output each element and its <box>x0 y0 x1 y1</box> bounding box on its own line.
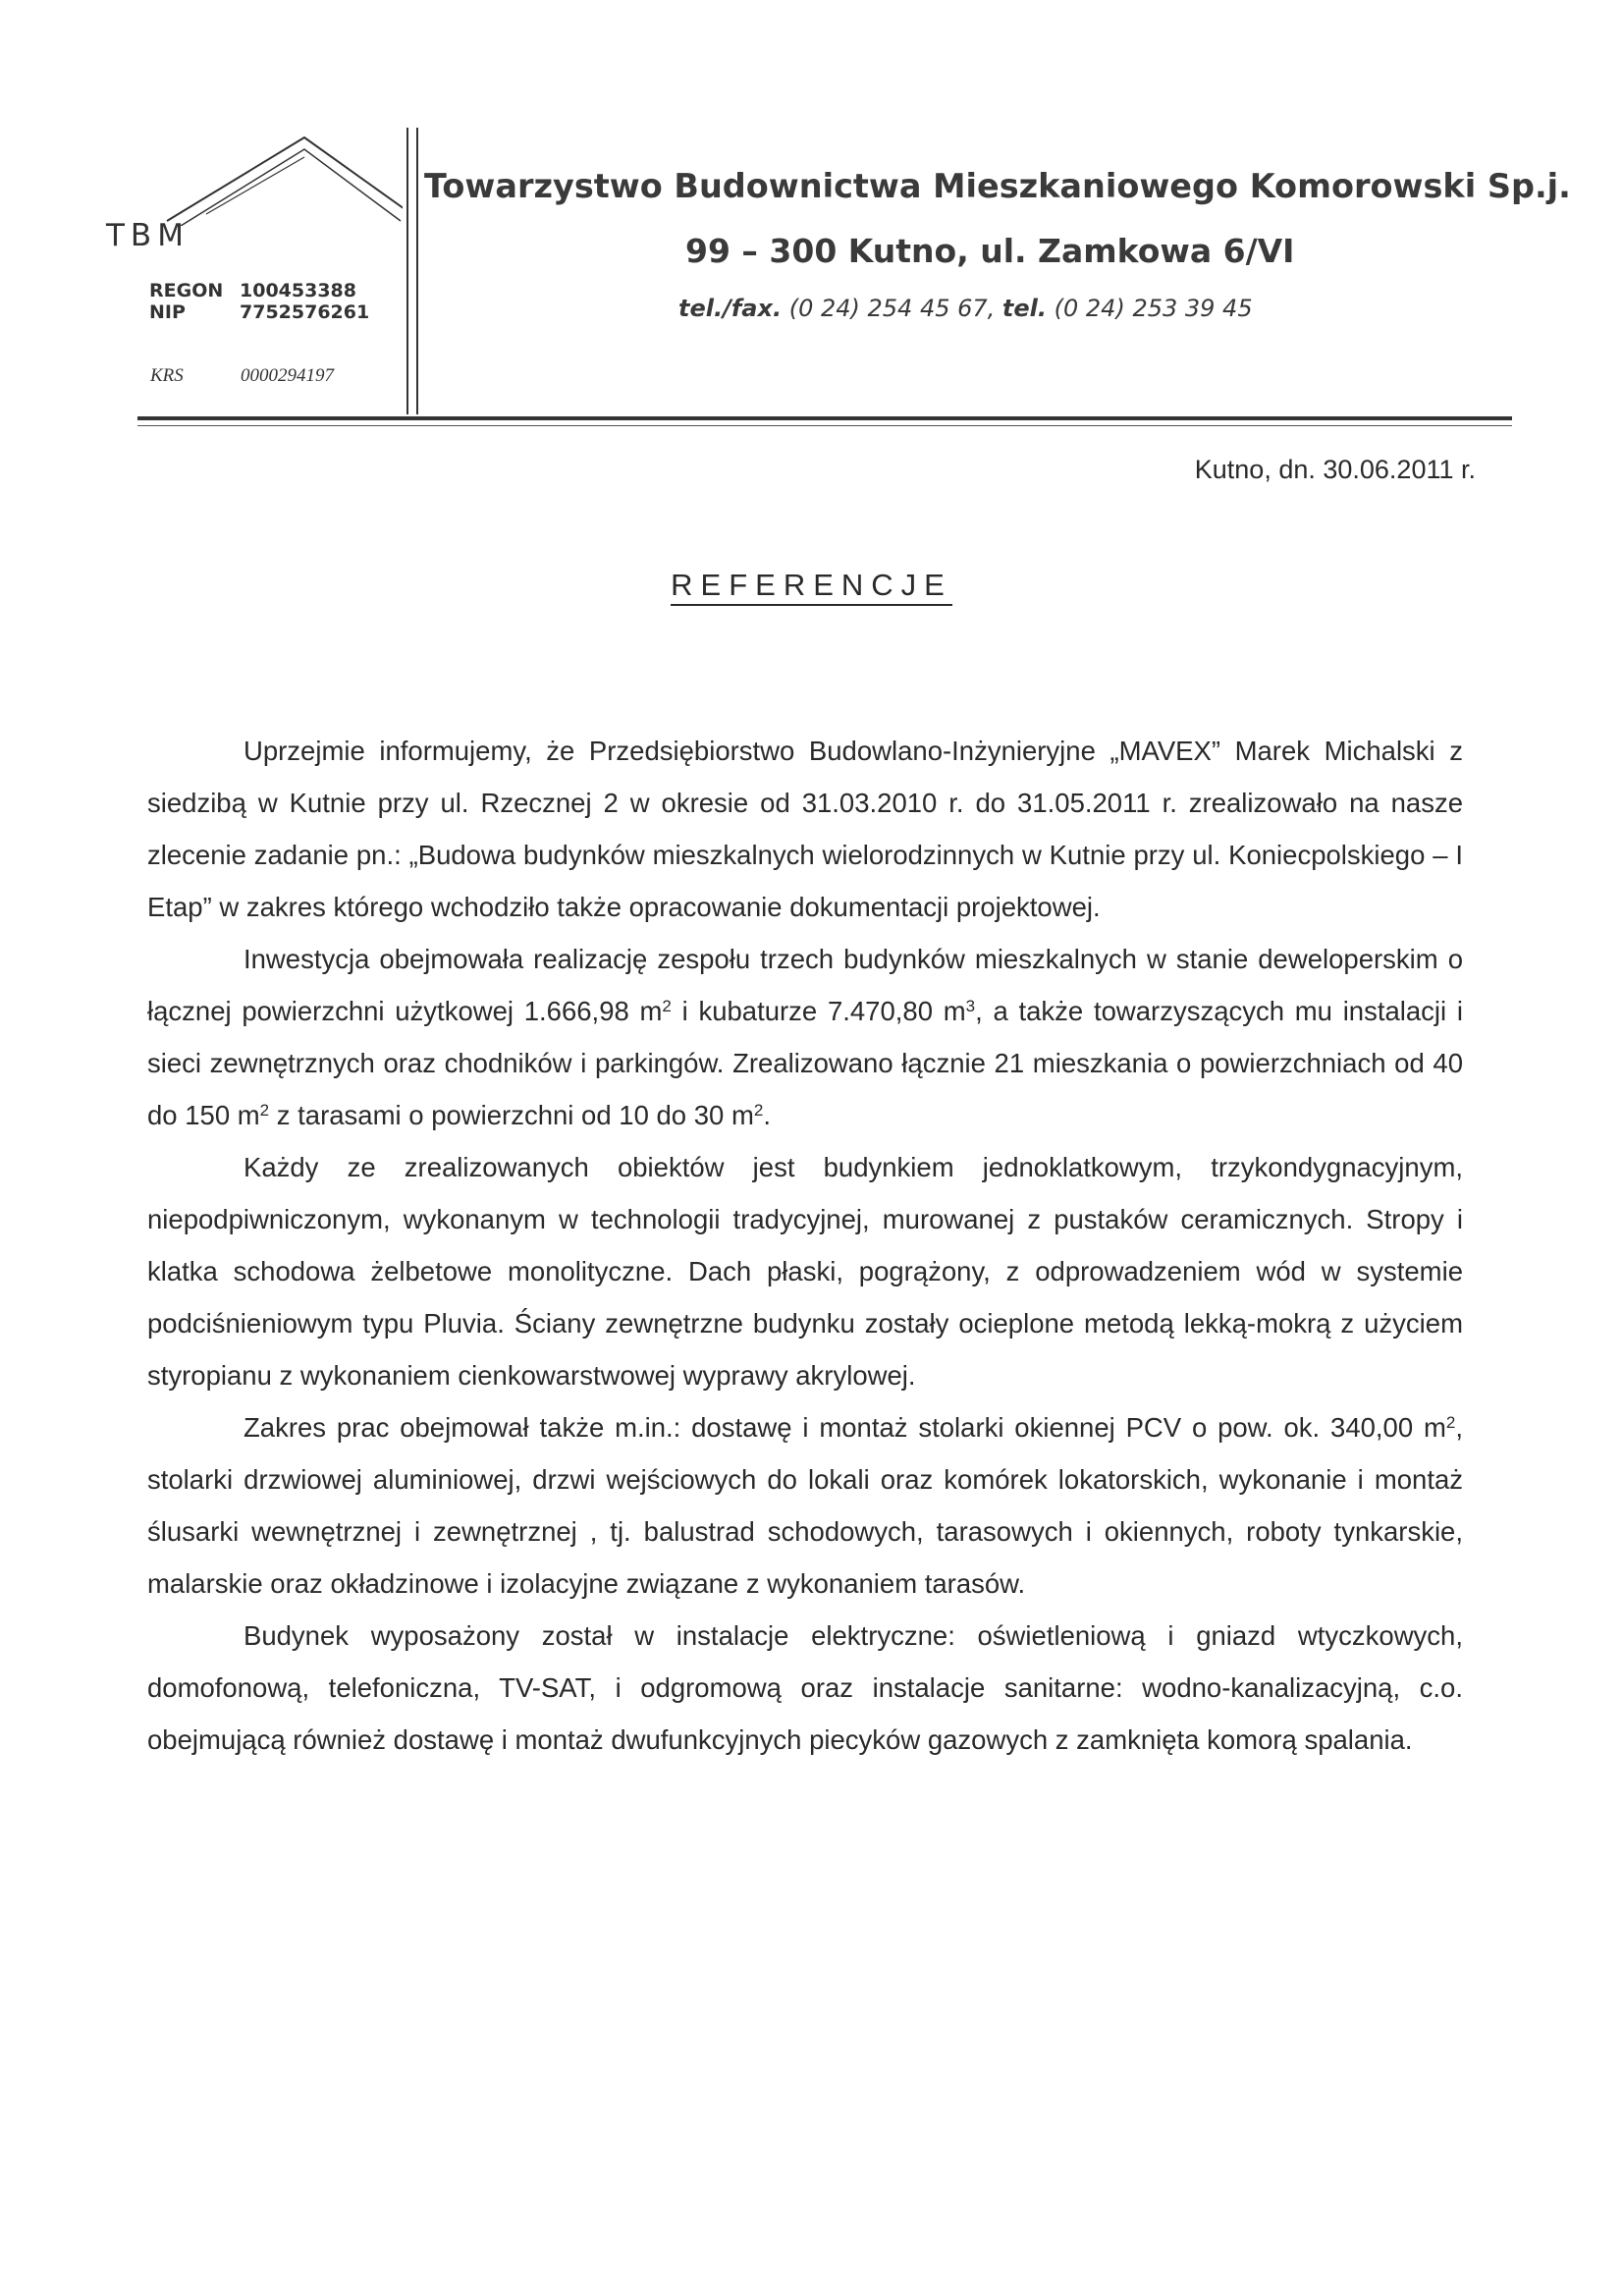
paragraph-2-text-b: i kubaturze 7.470,80 m <box>671 996 966 1026</box>
regon-value: 100453388 <box>240 280 356 301</box>
roof-icon <box>147 128 403 226</box>
phone-label-1: tel./fax. <box>678 295 783 322</box>
header-rule <box>137 416 1512 420</box>
paragraph-2-text-a: Inwestycja obejmowała realizację zespołu trzech budynków mieszkalnych w stanie deweloperskim o łącznej powierzchni użytkowej 1.666,98 m <box>147 944 1463 1026</box>
logo-text: TBM <box>106 218 189 253</box>
letterhead <box>0 0 1623 432</box>
regon-label: REGON <box>149 280 224 301</box>
krs-line <box>150 365 334 387</box>
divider-vertical-1 <box>406 128 408 414</box>
letter-date: Kutno, dn. 30.06.2011 r. <box>1194 455 1476 484</box>
phone-number-2: (0 24) 253 39 45 <box>1047 295 1253 322</box>
superscript: 2 <box>259 1101 270 1120</box>
superscript: 3 <box>965 997 976 1015</box>
paragraph-4 <box>147 1401 1463 1610</box>
phone-number-1: (0 24) 254 45 67, <box>782 295 1002 322</box>
divider-vertical-2 <box>416 128 418 414</box>
nip-value: 7752576261 <box>240 301 370 323</box>
paragraph-2-text-c: , a także towarzyszących mu instalacji i sieci zewnętrznych oraz chodników i parkingów. Zrealizowano łącznie 21 mieszkania o powierzchniach od 40 do 150 m <box>147 996 1463 1130</box>
krs-value: 0000294197 <box>241 365 334 386</box>
superscript: 2 <box>753 1101 764 1120</box>
paragraph-2 <box>147 933 1463 1141</box>
paragraph-5: Budynek wyposażony został w instalacje elektryczne: oświetleniową i gniazd wtyczkowych, domofonową, telefoniczna, TV-SAT, i odgromową oraz instalacje sanitarne: wodno-kanalizacyjną, c.o. obejmującą również dostawę i montaż dwufunkcyjnych piecyków gazowych z zamknięta komorą spalania. <box>147 1620 1463 1755</box>
paragraph-3: Każdy ze zrealizowanych obiektów jest budynkiem jednoklatkowym, trzykondygnacyjnym, niepodpiwniczonym, wykonanym w technologii tradycyjnej, murowanej z pustaków ceramicznych. Stropy i klatka schodowa żelbetowe monolityczne. Dach płaski, pogrążony, z odprowadzeniem wód w systemie podciśnieniowym typu Pluvia. Ściany zewnętrzne budynku zostały ocieplone metodą lekką-mokrą z użyciem styropianu z wykonaniem cienkowarstwowej wyprawy akrylowej. <box>147 1152 1463 1391</box>
phone-label-2: tel. <box>1001 295 1048 322</box>
krs-label: KRS <box>150 365 184 386</box>
header-rule-thin <box>137 425 1512 426</box>
paragraph-4-text-a: Zakres prac obejmował także m.in.: dostawę i montaż stolarki okiennej PCV o pow. ok. 340,00 m <box>243 1412 1446 1443</box>
paragraph-1: Uprzejmie informujemy, że Przedsiębiorstwo Budowlano-Inżynieryjne „MAVEX” Marek Michalski z siedzibą w Kutnie przy ul. Rzecznej 2 w okresie od 31.03.2010 r. do 31.05.2011 r. zrealizowało na nasze zlecenie zadanie pn.: „Budowa budynków mieszkalnych wielorodzinnych w Kutnie przy ul. Koniecpolskiego – I Etap” w zakres którego wchodziło także opracowanie dokumentacji projektowej. <box>147 736 1463 922</box>
company-address: 99 – 300 Kutno, ul. Zamkowa 6/VI <box>685 232 1295 270</box>
nip-label: NIP <box>149 301 186 323</box>
superscript: 2 <box>662 997 672 1015</box>
document-title <box>0 568 1623 603</box>
registration-ids <box>149 280 369 323</box>
letter-body <box>147 725 1463 1766</box>
company-name: Towarzystwo Budownictwa Mieszkaniowego Komorowski Sp.j. <box>424 167 1571 205</box>
company-phone <box>678 295 1253 322</box>
paragraph-2-text-e: . <box>763 1100 771 1130</box>
paragraph-4-text-b: , stolarki drzwiowej aluminiowej, drzwi wejściowych do lokali oraz komórek lokatorskich, wykonanie i montaż ślusarki wewnętrznej i zewnętrznej , tj. balustrad schodowych, tarasowych i okiennych, roboty tynkarskie, malarskie oraz okładzinowe i izolacyjne związane z wykonaniem tarasów. <box>147 1412 1463 1599</box>
title-text: REFERENCJE <box>671 568 952 606</box>
paragraph-2-text-d: z tarasami o powierzchni od 10 do 30 m <box>269 1100 754 1130</box>
superscript: 2 <box>1445 1413 1456 1432</box>
